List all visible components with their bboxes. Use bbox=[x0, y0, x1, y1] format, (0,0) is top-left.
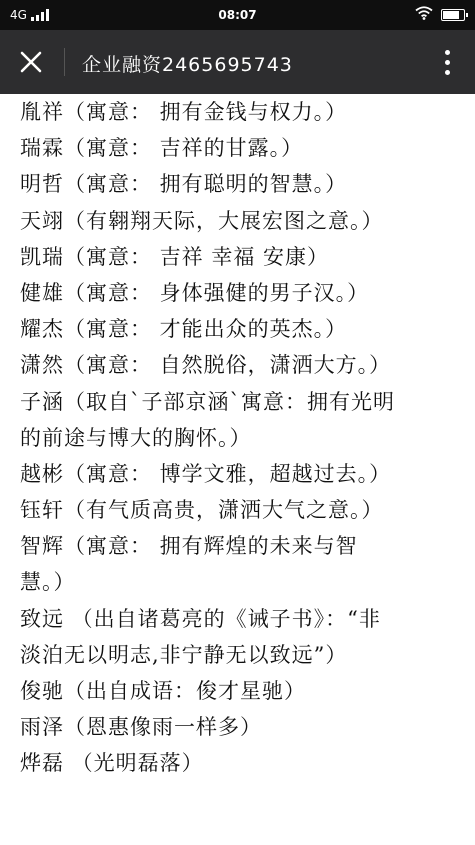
text-line: 致远 （出自诸葛亮的《诫子书》：“非 bbox=[20, 606, 381, 631]
battery-icon bbox=[441, 9, 465, 21]
close-button[interactable] bbox=[12, 44, 50, 80]
title-bar bbox=[0, 30, 475, 94]
wifi-icon bbox=[415, 6, 433, 23]
text-line: 淡泊无以明志,非宁静无以致远”） bbox=[20, 642, 348, 667]
close-icon bbox=[19, 50, 43, 74]
text-line: 健雄（寓意： 身体强健的男子汉。） bbox=[20, 280, 370, 305]
battery-level bbox=[443, 11, 459, 19]
text-line: 子涵（取自`子部京涵`寓意：拥有光明 bbox=[20, 389, 395, 414]
text-line: 明哲（寓意： 拥有聪明的智慧。） bbox=[20, 172, 348, 197]
text-line: 的前途与博大的胸怀。） bbox=[20, 425, 252, 450]
text-line: 钰轩（有气质高贵，潇洒大气之意。） bbox=[20, 498, 384, 523]
text-line: 烨磊 （光明磊落） bbox=[20, 751, 204, 776]
status-icons bbox=[415, 6, 465, 23]
text-line: 智辉（寓意： 拥有辉煌的未来与智 bbox=[20, 534, 358, 559]
text-line: 胤祥（寓意： 拥有金钱与权力。） bbox=[20, 100, 348, 124]
text-line: 凯瑞（寓意： 吉祥 幸福 安康） bbox=[20, 244, 330, 269]
status-time: 08:07 bbox=[218, 8, 257, 22]
more-vertical-icon bbox=[445, 50, 450, 55]
text-line: 天翊（有翱翔天际，大展宏图之意。） bbox=[20, 208, 384, 233]
network-type: 4G bbox=[10, 8, 27, 22]
title-divider bbox=[64, 48, 65, 76]
more-menu-button[interactable] bbox=[433, 44, 461, 80]
status-bar bbox=[0, 0, 475, 30]
text-line: 慧。） bbox=[20, 570, 76, 595]
name-list bbox=[0, 94, 475, 782]
text-line: 越彬（寓意： 博学文雅，超越过去。） bbox=[20, 461, 392, 486]
text-line: 瑞霖（寓意： 吉祥的甘露。） bbox=[20, 136, 304, 161]
text-line: 耀杰（寓意： 才能出众的英杰。） bbox=[20, 317, 348, 342]
text-line: 俊驰（出自成语：俊才星驰） bbox=[20, 679, 306, 703]
chat-title: 企业融资2465695743 bbox=[82, 54, 293, 76]
text-line: 雨泽（恩惠像雨一样多） bbox=[20, 715, 262, 740]
text-line: 潇然（寓意： 自然脱俗，潇洒大方。） bbox=[20, 353, 392, 378]
message-content bbox=[0, 94, 475, 845]
